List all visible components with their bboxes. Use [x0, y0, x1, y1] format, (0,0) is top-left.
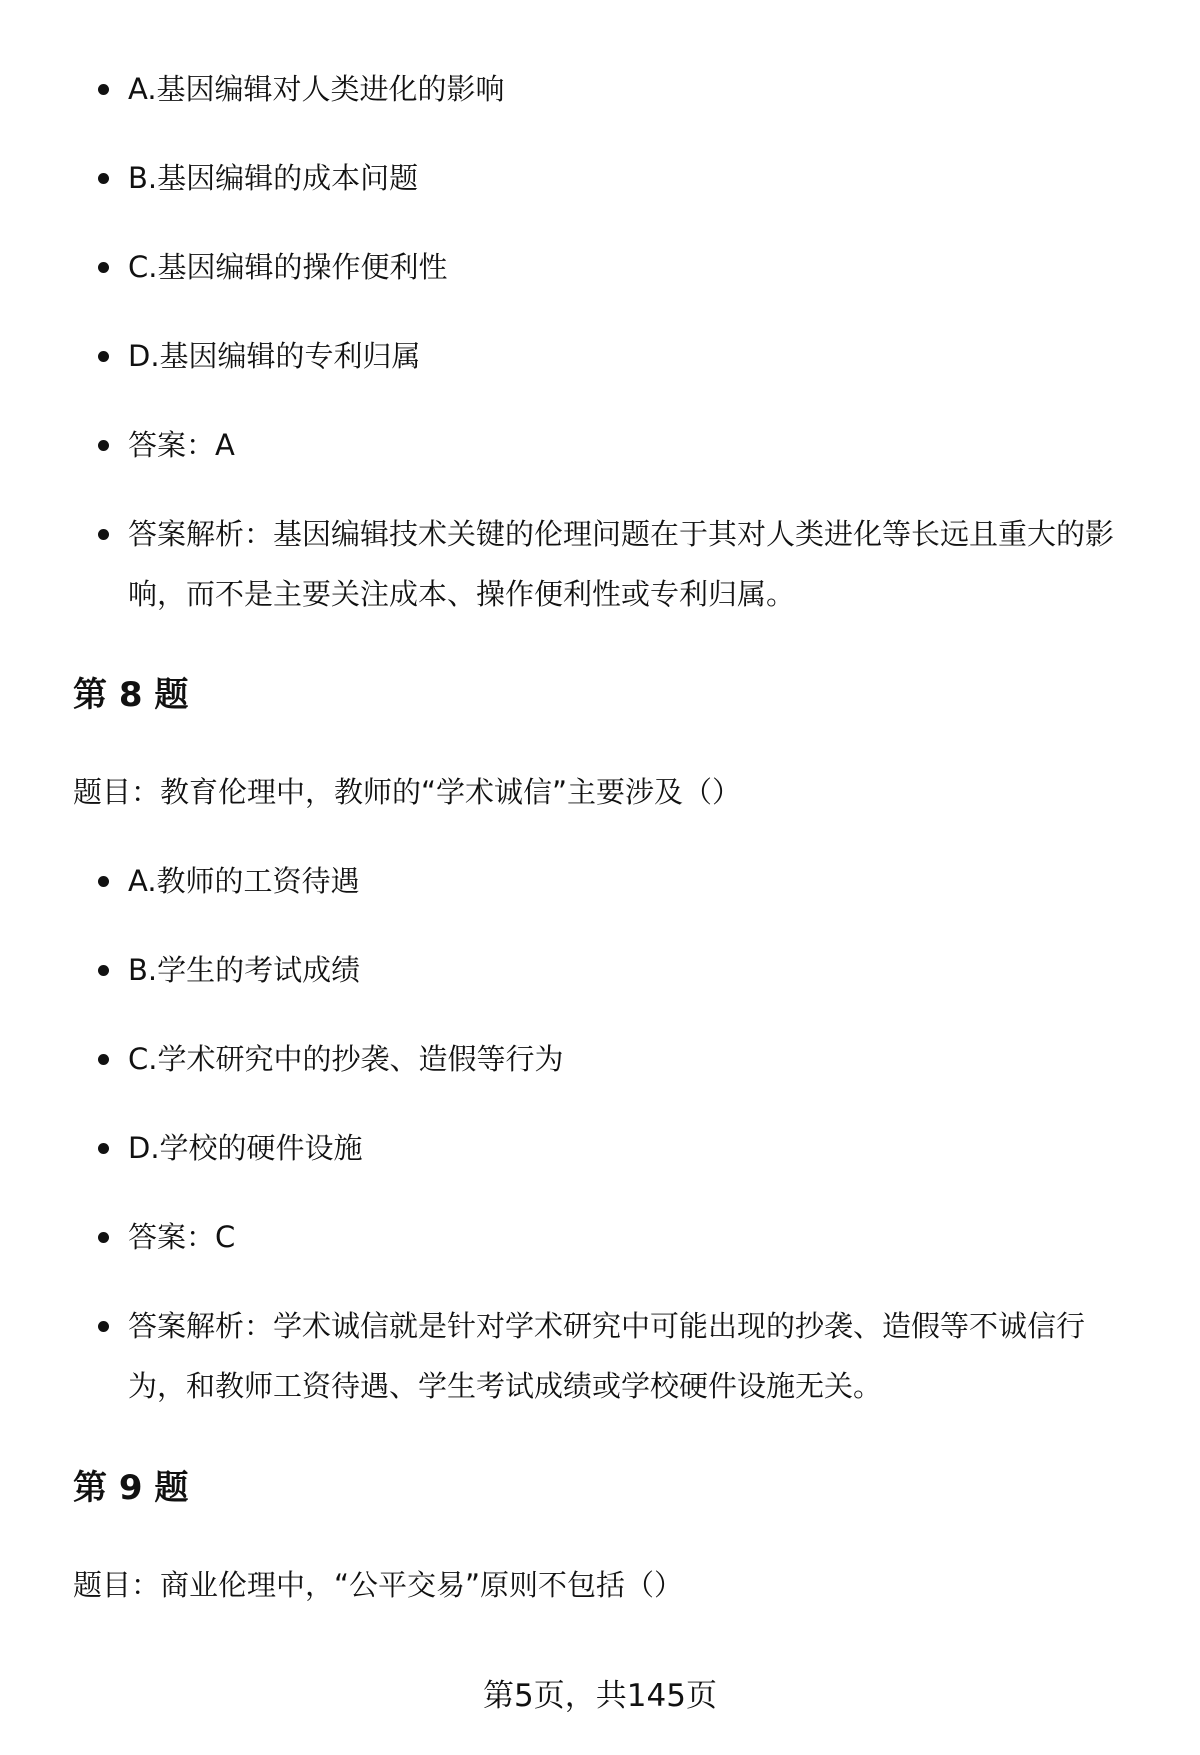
- answer-line: [0, 1207, 1200, 1267]
- option-b: [0, 148, 1200, 208]
- bullet-icon: [98, 173, 109, 184]
- option-d: [0, 1118, 1200, 1178]
- question-9-stem: 题目：商业伦理中，“公平交易”原则不包括（）: [73, 1568, 684, 1602]
- prev-question-block: [0, 59, 1200, 653]
- explanation-text: 答案解析：学术诚信就是针对学术研究中可能出现的抄袭、造假等不诚信行为，和教师工资待遇、学生考试成绩或学校硬件设施无关。: [128, 1309, 1086, 1403]
- option-c: [0, 237, 1200, 297]
- answer-text: 答案：C: [128, 1220, 236, 1254]
- option-text: D.学校的硬件设施: [128, 1131, 363, 1165]
- option-text: B.学生的考试成绩: [128, 953, 361, 987]
- option-c: [0, 1029, 1200, 1089]
- explanation-line: [0, 1296, 1200, 1416]
- bullet-icon: [98, 84, 109, 95]
- bullet-icon: [98, 440, 109, 451]
- bullet-icon: [98, 262, 109, 273]
- option-b: [0, 940, 1200, 1000]
- bullet-icon: [98, 876, 109, 887]
- page-number-footer: 第5页，共145页: [483, 1678, 717, 1714]
- option-a: [0, 851, 1200, 911]
- explanation-text: 答案解析：基因编辑技术关键的伦理问题在于其对人类进化等长远且重大的影响，而不是主要关注成本、操作便利性或专利归属。: [128, 517, 1115, 611]
- option-text: C.学术研究中的抄袭、造假等行为: [128, 1042, 564, 1076]
- question-8-options: [0, 851, 1200, 1416]
- answer-line: [0, 415, 1200, 475]
- option-text: D.基因编辑的专利归属: [128, 339, 421, 373]
- question-9-heading: 第 9 题: [73, 1468, 189, 1508]
- bullet-icon: [98, 965, 109, 976]
- prev-question-options: [0, 59, 1200, 624]
- bullet-icon: [98, 1232, 109, 1243]
- option-text: A.基因编辑对人类进化的影响: [128, 72, 505, 106]
- answer-text: 答案：A: [128, 428, 235, 462]
- bullet-icon: [98, 1054, 109, 1065]
- bullet-icon: [98, 529, 109, 540]
- option-a: [0, 59, 1200, 119]
- question-8-stem: 题目：教育伦理中，教师的“学术诚信”主要涉及（）: [73, 775, 742, 809]
- option-text: A.教师的工资待遇: [128, 864, 360, 898]
- bullet-icon: [98, 1321, 109, 1332]
- question-8-block: [0, 851, 1200, 1445]
- bullet-icon: [98, 1143, 109, 1154]
- option-text: C.基因编辑的操作便利性: [128, 250, 448, 284]
- bullet-icon: [98, 351, 109, 362]
- question-8-heading: 第 8 题: [73, 675, 189, 715]
- option-text: B.基因编辑的成本问题: [128, 161, 419, 195]
- explanation-line: [0, 504, 1200, 624]
- option-d: [0, 326, 1200, 386]
